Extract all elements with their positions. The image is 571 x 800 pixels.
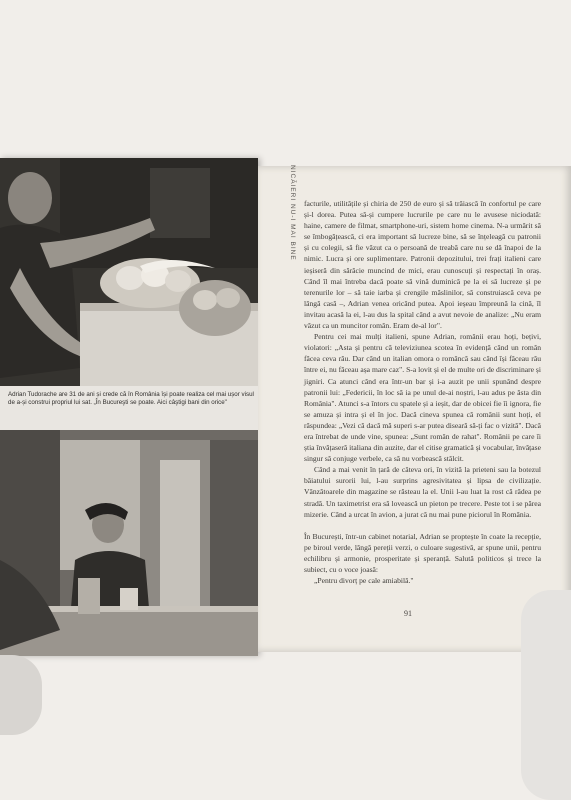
page-number: 91 bbox=[404, 609, 412, 618]
body-text bbox=[304, 198, 541, 586]
photo-man-in-kitchen bbox=[0, 158, 258, 386]
table-photo-illustration bbox=[0, 430, 258, 656]
left-hand bbox=[0, 655, 42, 735]
right-page bbox=[258, 166, 571, 652]
photo-man-at-table bbox=[0, 430, 258, 656]
left-page bbox=[0, 158, 258, 656]
running-head: NICĂIERI NU-I MAI BINE bbox=[289, 165, 296, 261]
photo-caption: Adrian Tudorache are 31 de ani și crede că în România își poate realiza cel mai ușor visul de a-și construi propriul lui sat. „În Bucureşti se poate. Aici câştigi bani din orice" bbox=[8, 391, 254, 406]
paragraph-2: Pentru cei mai mulți italieni, spune Adrian, românii erau hoți, bețivi, violatori: „Asta și pentru că televiziunea scotea în evidență când un român făcea ceva rău. Dar când un italian omora o româncă sau când își făceau rău între ei, nu făceau așa mare caz". S-a lovit și el de multe ori de discriminare și jigniri. Ca atunci când era într-un bar și i-a auzit pe unii spunând despre patronii lui: „Federicii, în loc să ia pe unul de-ai noștri, l-au adus pe ăsta din România". Atunci s-a întors cu spatele și a ieșit, dar de obicei fie îi ignora, fie se amuza și intra și el în joc. Dacă cineva spunea că românii sunt hoți, el răspundea: „Vezi că dacă mă superi s-ar putea diseară să-ți fac o vizită". Dacă era întrebat de unde vine, spunea: „Sunt român de rahat". Românii pe care îi știa învățaseră italiana din auzite, dar el citise gramatică și vocabular, învățase singur să conjuge verbele, ca să nu vorbească stâlcit. bbox=[304, 332, 541, 464]
kitchen-photo-illustration bbox=[0, 158, 258, 386]
paragraph-1: facturile, utilitățile și chiria de 250 de euro și să trăiască în confortul pe care și-l dorea. Putea să-și cumpere lucrurile pe care nu le avusese niciodată: haine, camere de filmat, smartphone-uri, sistem home cinema. N-a urmărit să se îmbogățească, ci era important să lucreze bine, să se înțeleagă cu patronii și cu colegii, să fie văzut ca o persoană de treabă care nu se dă înapoi de la nimic. Lucra și ore suplimentare. Patronii depozitului, trei frați italieni care ieșiseră din sărăcie muncind de mici, erau cunoscuți și respectați în oraș. Când îl mai întreba dacă poate să vină duminică pe la ei să lucreze și pe terenurile lor – să taie iarba și crengile măslinilor, să construiască ceva pe lângă casă –, Adrian venea oricând putea. Apoi ieșeau împreună la cină, îl invitau acasă la ei, l-au dus la spital când a avut nevoie de analize: „Nu eram văzut ca un muncitor român. Eram de-al lor". bbox=[304, 199, 541, 331]
paragraph-3: Când a mai venit în țară de câteva ori, în vizită la prieteni sau la botezul băiatului surorii lui, l-au surprins agresivitatea și lipsa de civilizație. Vânzătoarele din magazine se răsteau la el. Unii l-au luat la rost că râdea pe stradă. Un taximetrist era să lovească un pieton pe trecere. Peste tot i se părea mizerie. Când a urcat în avion, a jurat că nu mai pune piciorul în România. bbox=[304, 465, 541, 519]
right-hand bbox=[521, 590, 571, 800]
paragraph-5: „Pentru divorț pe cale amiabilă." bbox=[314, 576, 414, 586]
paragraph-4: În București, într-un cabinet notarial, Adrian se proptește în coate la recepție, pe biroul verde, lângă pereții verzi, o culoare sugestivă, ar spune unii, pentru echilibru și armonie, prosperitate și speranță. Salută politicos și trece la subiect, cu o voce joasă: bbox=[304, 531, 541, 574]
